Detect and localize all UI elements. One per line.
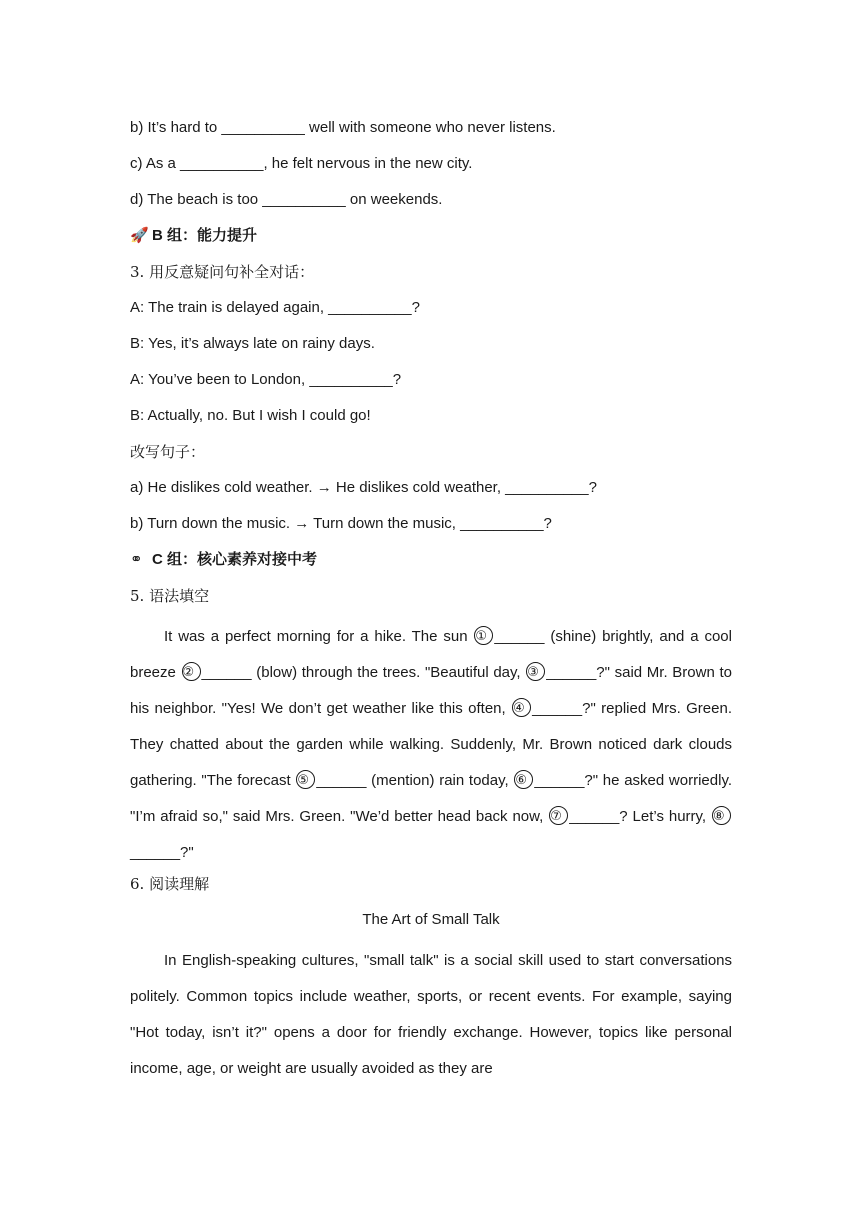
- link-icon: ⚭: [130, 551, 143, 568]
- dialogue-line: B: Actually, no. But I wish I could go!: [130, 407, 371, 424]
- rewrite-item-b: b) Turn down the music. → Turn down the music, __________?: [130, 515, 552, 532]
- blank-number: ②: [182, 662, 201, 681]
- group-b-heading: [130, 223, 732, 259]
- reading-passage: In English-speaking cultures, "small talk" is a social skill used to start conversations politely. Common topics include weather, sports, or recent events. For example, saying "Hot today, isn’t it?" opens a door for friendly exchange. However, topics like personal income, age, or weight are usually avoided as they are: [130, 952, 732, 1077]
- rewrite-label: 改写句子：: [130, 443, 206, 461]
- dialogue-line: A: The train is delayed again, __________?: [130, 299, 420, 316]
- group-c-heading-text: C 组：核心素养对接中考: [152, 551, 318, 568]
- passage-text: ______ (mention) rain today,: [316, 772, 514, 789]
- rewrite-item-a: a) He dislikes cold weather. → He dislikes cold weather, __________?: [130, 479, 597, 496]
- blank-number: ①: [474, 626, 493, 645]
- dialogue-line: B: Yes, it’s always late on rainy days.: [130, 335, 375, 352]
- passage-text: ______?" replied Mrs. Green. They chatted about the garden while walking. Suddenly, Mr. Brown noticed dark clouds gathering. "The forecast: [130, 700, 732, 789]
- grammar-fill-passage: [130, 619, 732, 871]
- passage-text: ______ (shine) brightly, and a cool breeze: [130, 628, 732, 681]
- question-3-label: 3. 用反意疑问句补全对话：: [130, 263, 315, 281]
- question-5-label: 5. 语法填空: [130, 587, 210, 605]
- blank-number: ⑧: [712, 806, 731, 825]
- blank-number: ③: [526, 662, 545, 681]
- exercise-item-d: d) The beach is too __________ on weekends.: [130, 191, 443, 208]
- blank-number: ⑤: [296, 770, 315, 789]
- dialogue-line: A: You’ve been to London, __________?: [130, 371, 402, 388]
- rocket-icon: 🚀: [130, 227, 149, 244]
- group-c-heading: [130, 547, 732, 583]
- exercise-item-b: b) It’s hard to __________ well with someone who never listens.: [130, 119, 556, 136]
- blank-number: ④: [512, 698, 531, 717]
- worksheet-content: [130, 115, 732, 1087]
- passage-text: ______? Let’s hurry,: [569, 808, 712, 825]
- exercise-item-c: c) As a __________, he felt nervous in the new city.: [130, 155, 473, 172]
- passage-text: ______?" he asked worriedly. "I’m afraid so," said Mrs. Green. "We’d better head back now,: [130, 772, 732, 825]
- question-6-label: 6. 阅读理解: [130, 875, 210, 893]
- group-b-heading-text: B 组：能力提升: [152, 227, 258, 244]
- passage-text: It was a perfect morning for a hike. The sun: [164, 628, 474, 645]
- blank-number: ⑦: [549, 806, 568, 825]
- passage-text: ______?": [130, 844, 194, 861]
- reading-title: The Art of Small Talk: [362, 911, 500, 928]
- blank-number: ⑥: [514, 770, 533, 789]
- passage-text: ______?" said Mr. Brown to his neighbor. "Yes! We don’t get weather like this often,: [130, 664, 732, 717]
- passage-text: ______ (blow) through the trees. "Beautiful day,: [201, 664, 526, 681]
